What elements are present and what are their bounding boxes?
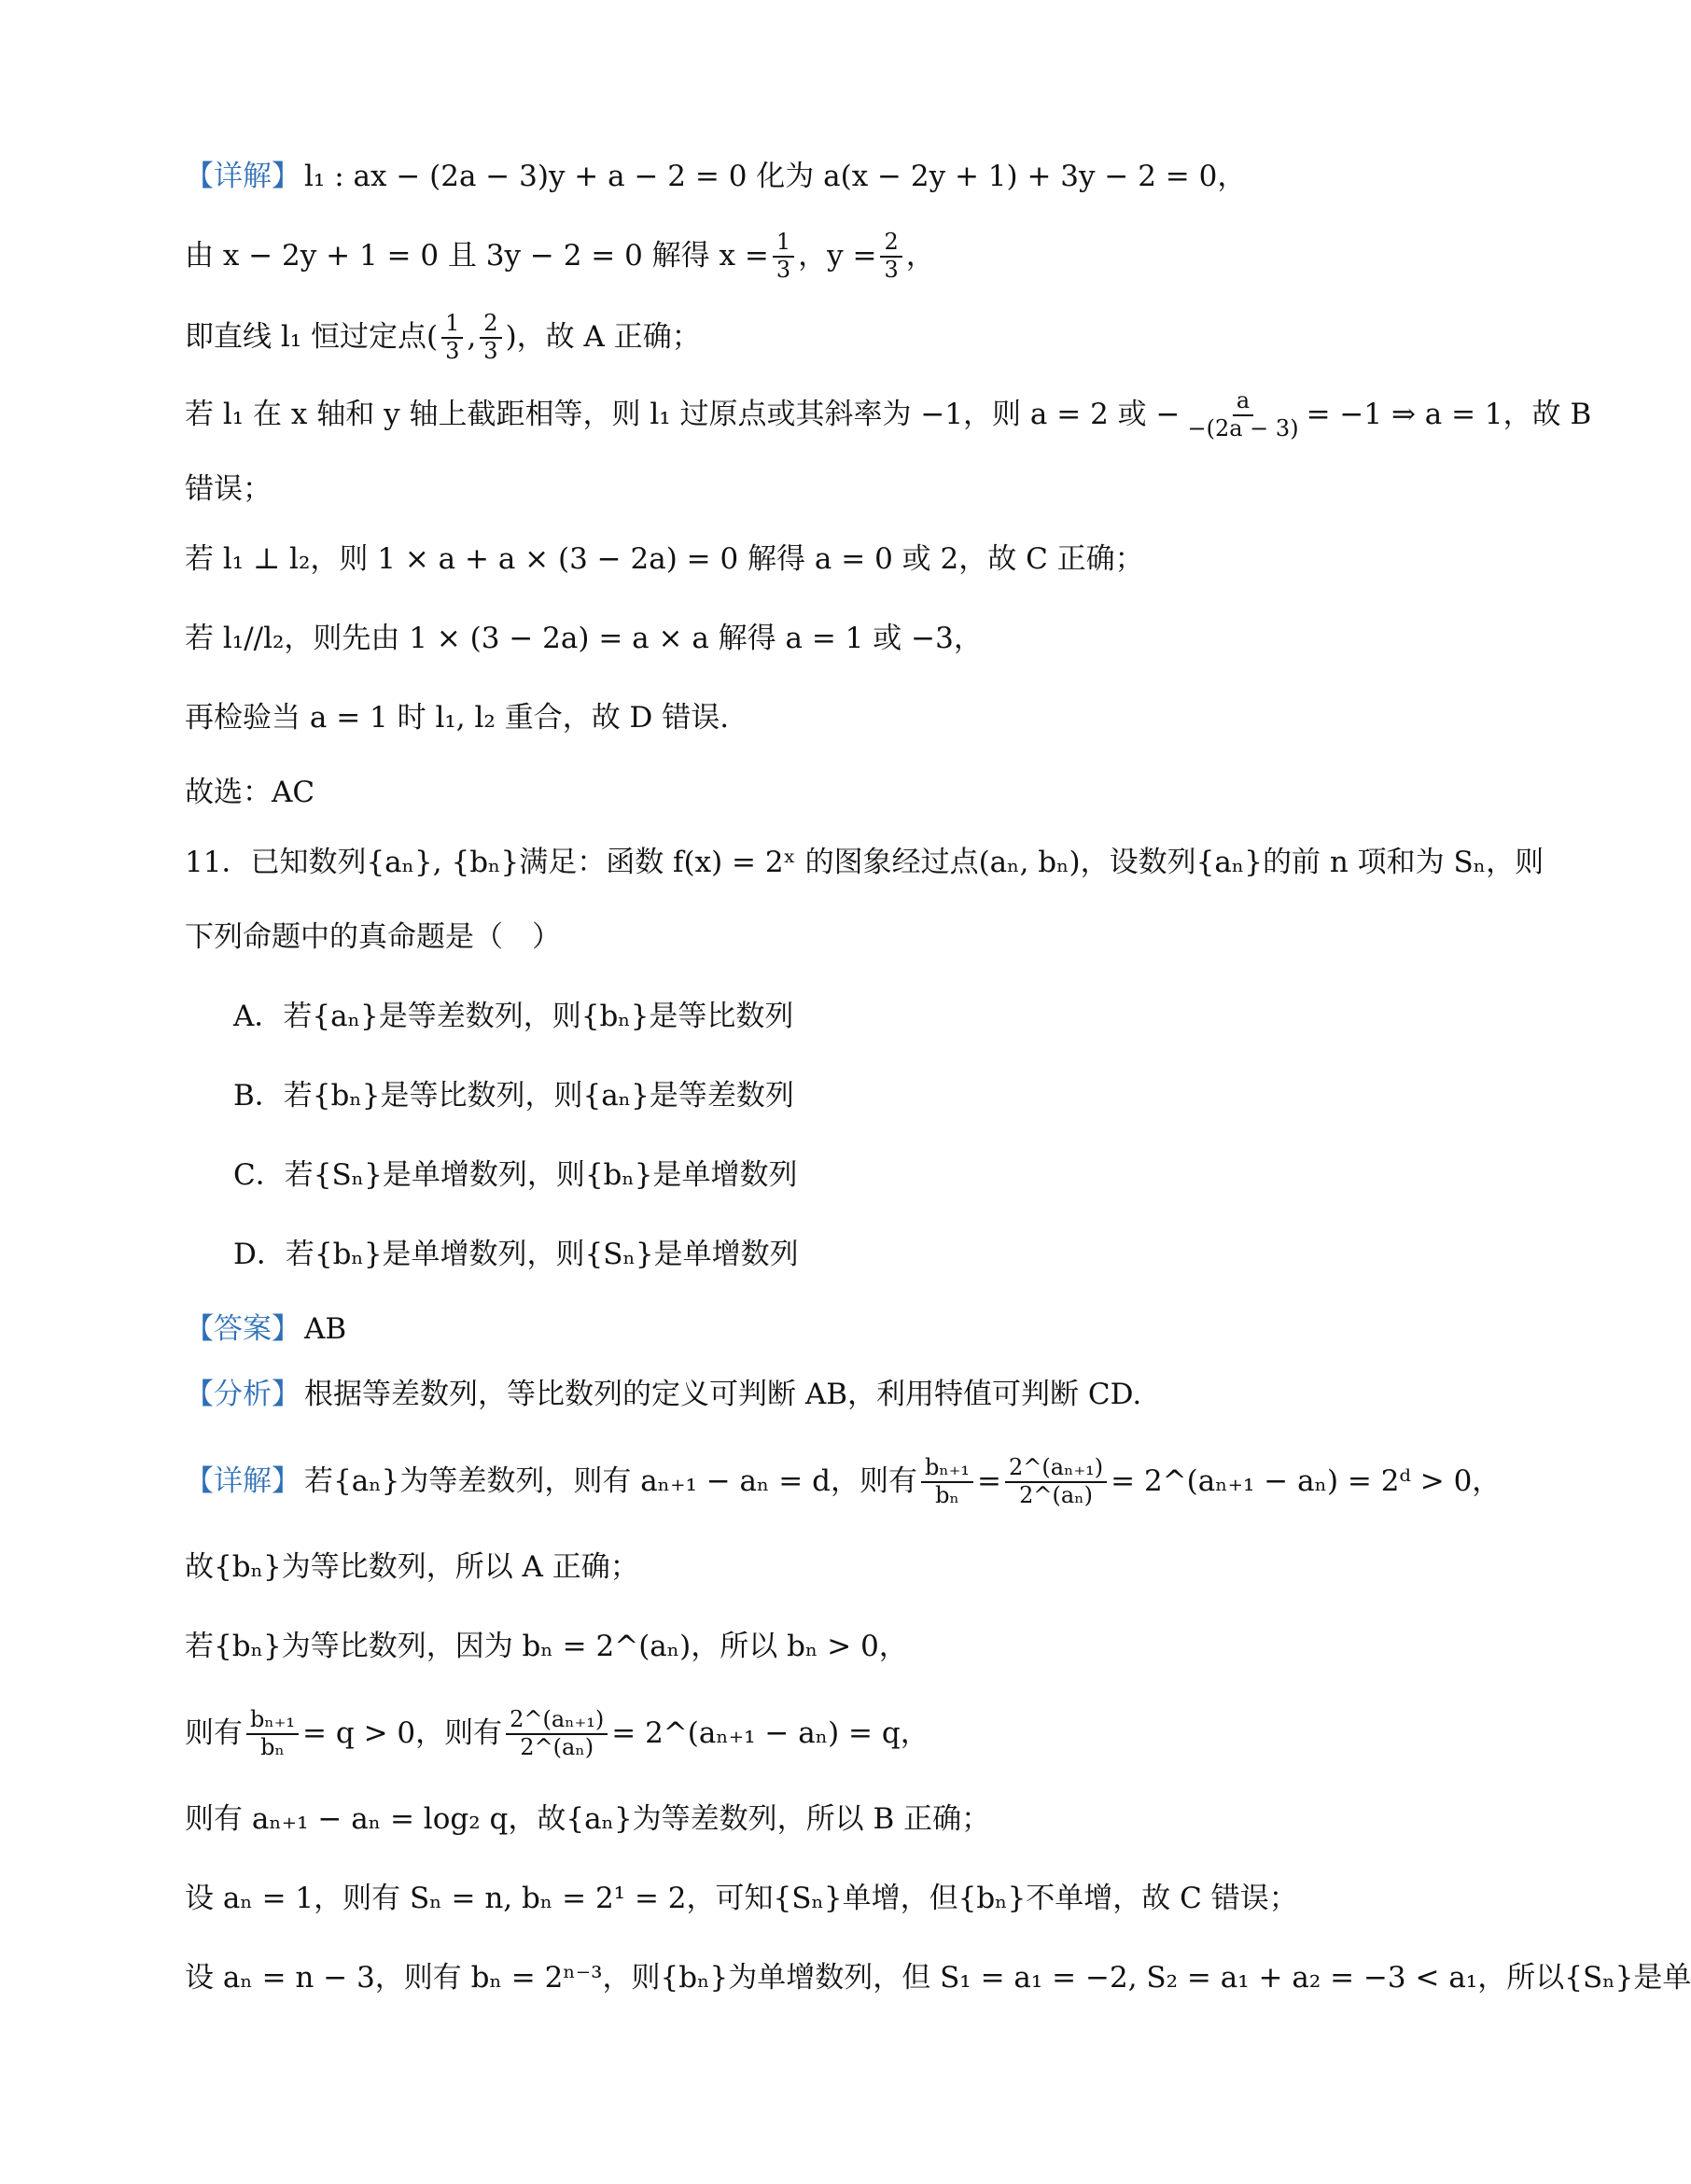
text: 若 l₁//l₂，则先由 1 × (3 − 2a) = a × a 解得 a = 1 或 −3， [185, 622, 983, 656]
option-text: D．若{bₙ}是单增数列，则{Sₙ}是单增数列 [233, 1238, 799, 1272]
q10-detail-line-8 [185, 691, 1385, 747]
analysis-text: 根据等差数列，等比数列的定义可判断 AB，利用特值可判断 CD. [304, 1378, 1142, 1412]
text: 故{bₙ}为等比数列，所以 A 正确； [185, 1550, 639, 1585]
option-text: A．若{aₙ}是等差数列，则{bₙ}是等比数列 [233, 1000, 794, 1034]
q11-detail-line-7 [185, 1951, 1691, 2007]
text: = [977, 1463, 1002, 1498]
q10-conclusion [185, 765, 1385, 821]
text: 若 l₁ 在 x 轴和 y 轴上截距相等，则 l₁ 过原点或其斜率为 −1，则 a = 2 或 − [185, 398, 1181, 432]
fraction-denominator: 3 [776, 257, 791, 283]
fraction-denominator: 3 [445, 338, 460, 364]
text: 再检验当 a = 1 时 l₁, l₂ 重合，故 D 错误. [185, 701, 730, 735]
detail-tag: 【详解】 [185, 1463, 300, 1498]
fraction-numerator: a [1233, 388, 1253, 416]
text: )，故 A 正确； [505, 320, 701, 355]
text: = 2^(aₙ₊₁ − aₙ) = q， [611, 1715, 929, 1750]
detail-tag: 【详解】 [185, 160, 300, 194]
q11-detail-line-1 [185, 1442, 1502, 1521]
fraction [880, 230, 901, 283]
option-c [233, 1148, 1385, 1204]
fraction [480, 311, 501, 364]
text: 设 aₙ = 1，则有 Sₙ = n, bₙ = 2¹ = 2，可知{Sₙ}单增，但{bₙ}不单增，故 C 错误； [185, 1882, 1298, 1916]
fraction-denominator: bₙ [935, 1481, 959, 1508]
fraction-numerator: 2 [880, 230, 901, 258]
fraction-denominator: 2^(aₙ) [520, 1733, 594, 1760]
text: 11．已知数列{aₙ}, {bₙ}满足：函数 f(x) = 2ˣ 的图象经过点(aₙ, bₙ)，设数列{aₙ}的前 n 项和为 Sₙ，则 [185, 846, 1544, 880]
text: 故选：AC [185, 776, 315, 810]
fraction-denominator: 3 [483, 338, 498, 364]
fraction [1184, 388, 1303, 441]
text: 若 l₁ ⊥ l₂，则 1 × a + a × (3 − 2a) = 0 解得 a = 0 或 2，故 C 正确； [185, 542, 1144, 577]
q11-detail-line-4 [185, 1694, 1385, 1773]
fraction-numerator: 1 [441, 311, 463, 339]
option-text: C．若{Sₙ}是单增数列，则{bₙ}是单增数列 [233, 1158, 798, 1193]
text: 若{aₙ}为等差数列，则有 aₙ₊₁ − aₙ = d，则有 [304, 1463, 917, 1498]
fraction [773, 230, 794, 283]
fraction [441, 311, 463, 364]
q10-detail-line-2 [185, 219, 1385, 294]
text: ， [905, 239, 935, 273]
q10-detail-line-1 [185, 149, 1385, 205]
text: = 2^(aₙ₊₁ − aₙ) = 2ᵈ > 0， [1111, 1463, 1502, 1498]
text: = −1 ⇒ a = 1，故 B [1306, 398, 1592, 432]
fraction-numerator: bₙ₊₁ [921, 1455, 973, 1483]
fraction-denominator: 3 [884, 257, 899, 283]
fraction-numerator: bₙ₊₁ [246, 1707, 299, 1735]
option-d [233, 1227, 1385, 1283]
text: , [467, 320, 477, 355]
answer-line [185, 1302, 1385, 1358]
q11-detail-line-5 [185, 1792, 1385, 1848]
text: l₁ : ax − (2a − 3)y + a − 2 = 0 化为 a(x − 2y + 1) + 3y − 2 = 0， [304, 160, 1247, 194]
q10-detail-line-3 [185, 301, 1385, 375]
analysis-line [185, 1367, 1385, 1423]
fraction-numerator: 1 [773, 230, 794, 258]
text: ，y = [798, 239, 877, 273]
fraction [506, 1707, 608, 1760]
fraction [246, 1707, 299, 1760]
fraction-denominator: 2^(aₙ) [1019, 1481, 1093, 1508]
q11-detail-line-2 [185, 1540, 1385, 1596]
option-a [233, 989, 1385, 1045]
text: 设 aₙ = n − 3，则有 bₙ = 2ⁿ⁻³，则{bₙ}为单增数列，但 S₁ = a₁ = −2, S₂ = a₁ + a₂ = −3 < a₁，所以{Sₙ}是单 [185, 1961, 1691, 1995]
fraction-numerator: 2^(aₙ₊₁) [506, 1707, 608, 1735]
fraction [1005, 1455, 1107, 1508]
q10-detail-line-7 [185, 611, 1385, 667]
text: = q > 0，则有 [302, 1715, 503, 1750]
text: 则有 aₙ₊₁ − aₙ = log₂ q，故{aₙ}为等差数列，所以 B 正确； [185, 1802, 991, 1837]
fraction-denominator: −(2a − 3) [1187, 415, 1299, 441]
fraction-denominator: bₙ [260, 1733, 285, 1760]
q10-detail-line-4 [185, 378, 1592, 453]
q11-stem-line-2 [185, 910, 1385, 966]
analysis-tag: 【分析】 [185, 1378, 300, 1412]
q11-stem-line-1 [185, 835, 1544, 891]
text: 由 x − 2y + 1 = 0 且 3y − 2 = 0 解得 x = [185, 239, 769, 273]
answer-tag: 【答案】 [185, 1312, 300, 1347]
fraction-numerator: 2^(aₙ₊₁) [1005, 1455, 1107, 1483]
q10-detail-line-6 [185, 532, 1385, 588]
q10-detail-line-5 [185, 462, 1385, 518]
answer-text: AB [304, 1312, 347, 1347]
option-text: B．若{bₙ}是等比数列，则{aₙ}是等差数列 [233, 1079, 794, 1113]
text: 则有 [185, 1715, 243, 1750]
text: 下列命题中的真命题是（ ） [185, 920, 561, 955]
text: 即直线 l₁ 恒过定点( [185, 320, 439, 355]
text: 错误； [185, 472, 272, 507]
q11-detail-line-6 [185, 1871, 1385, 1927]
q11-detail-line-3 [185, 1619, 1385, 1675]
fraction [921, 1455, 973, 1508]
option-b [233, 1069, 1385, 1125]
fraction-numerator: 2 [480, 311, 501, 339]
text: 若{bₙ}为等比数列，因为 bₙ = 2^(aₙ)，所以 bₙ > 0， [185, 1630, 908, 1664]
